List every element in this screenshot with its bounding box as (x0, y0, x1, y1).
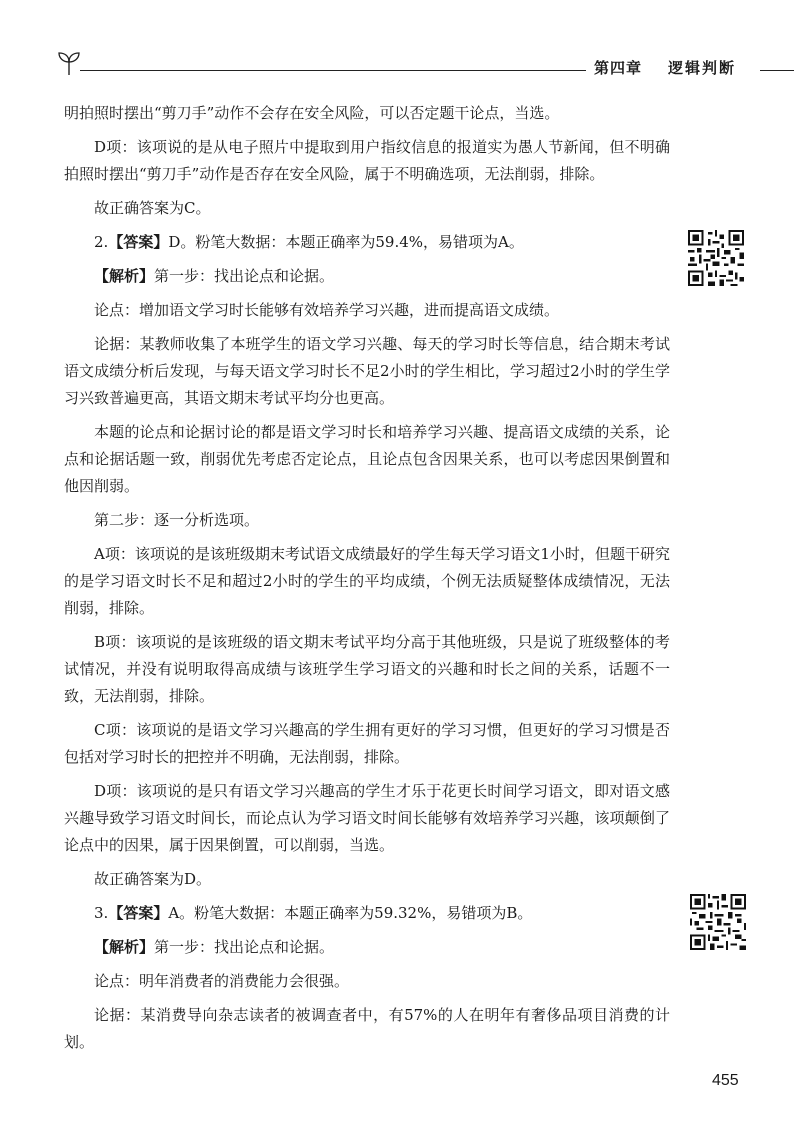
header-rule-right (760, 70, 794, 71)
section-label: 逻辑判断 (668, 59, 737, 77)
paragraph: 论点：增加语文学习时长能够有效培养学习兴趣，进而提高语文成绩。 (94, 301, 560, 319)
paragraph: 论据：某教师收集了本班学生的语文学习兴趣、每天的学习时长等信息，结合期末考试语文成绩分析后发现，与每天语文学习时长不足2小时的学生相比，学习超过2小时的学生学习兴致普遍更高，其语文期末考试平均分也更高。 (64, 335, 670, 407)
paragraph: 论点：明年消费者的消费能力会很强。 (94, 972, 350, 990)
page-header (0, 44, 800, 84)
header-rule-left (80, 70, 586, 71)
paragraph: D项：该项说的是只有语文学习兴趣高的学生才乐于花更长时间学习语文，即对语文感兴趣导致学习语文时间长，而论点认为学习语文时间长能够有效培养学习兴趣，该项颠倒了论点中的因果，属于因果倒置，可以削弱，当选。 (64, 782, 670, 854)
paragraph: D项：该项说的是从电子照片中提取到用户指纹信息的报道实为愚人节新闻，但不明确拍照时摆出“剪刀手”动作是否存在安全风险，属于不明确选项，无法削弱，排除。 (64, 138, 670, 183)
q3-analysis-line (64, 934, 670, 961)
page-number: 455 (712, 1072, 739, 1089)
paragraph: 故正确答案为D。 (94, 870, 212, 888)
q2-analysis-tag: 【解析】 (94, 267, 155, 285)
paragraph: 故正确答案为C。 (94, 199, 211, 217)
paragraph: B项：该项说的是该班级的语文期末考试平均分高于其他班级，只是说了班级整体的考试情况，并没有说明取得高成绩与该班学生学习语文的兴趣和时长之间的关系，话题不一致，无法削弱，排除。 (64, 633, 670, 705)
q2-answer-line (64, 229, 670, 256)
q3-answer-text: A。粉笔大数据：本题正确率为59.32%，易错项为B。 (168, 904, 533, 922)
q2-analysis-text: 第一步：找出论点和论据。 (154, 267, 335, 285)
q2-answer-text: D。粉笔大数据：本题正确率为59.4%，易错项为A。 (168, 233, 524, 251)
q3-analysis-tag: 【解析】 (94, 938, 155, 956)
paragraph: 论据：某消费导向杂志读者的被调查者中，有57%的人在明年有奢侈品项目消费的计划。 (64, 1006, 670, 1051)
page-body (64, 100, 670, 1063)
paragraph: 明拍照时摆出“剪刀手”动作不会存在安全风险，可以否定题干论点，当选。 (64, 104, 560, 122)
q3-answer-line (64, 900, 670, 927)
q3-answer-tag: 【答案】 (108, 904, 169, 922)
paragraph: C项：该项说的是语文学习兴趣高的学生拥有更好的学习习惯，但更好的学习习惯是否包括对学习时长的把控并不明确，无法削弱，排除。 (64, 721, 670, 766)
paragraph: 第二步：逐一分析选项。 (94, 511, 260, 529)
paragraph: 本题的论点和论据讨论的都是语文学习时长和培养学习兴趣、提高语文成绩的关系，论点和论据话题一致，削弱优先考虑否定论点，且论点包含因果关系，也可以考虑因果倒置和他因削弱。 (64, 423, 670, 495)
q3-number: 3. (94, 904, 109, 922)
q2-answer-tag: 【答案】 (108, 233, 169, 251)
qr-code-icon[interactable] (688, 230, 744, 286)
chapter-label: 第四章 (594, 59, 643, 77)
q2-number: 2. (94, 233, 109, 251)
q3-analysis-text: 第一步：找出论点和论据。 (154, 938, 335, 956)
leaf-sprout-icon (56, 50, 82, 76)
q2-analysis-line (64, 263, 670, 290)
qr-code-icon[interactable] (690, 894, 746, 950)
paragraph: A项：该项说的是该班级期末考试语文成绩最好的学生每天学习语文1小时，但题干研究的是学习语文时长不足和超过2小时的学生的平均成绩，个例无法质疑整体成绩情况，无法削弱，排除。 (64, 545, 670, 617)
